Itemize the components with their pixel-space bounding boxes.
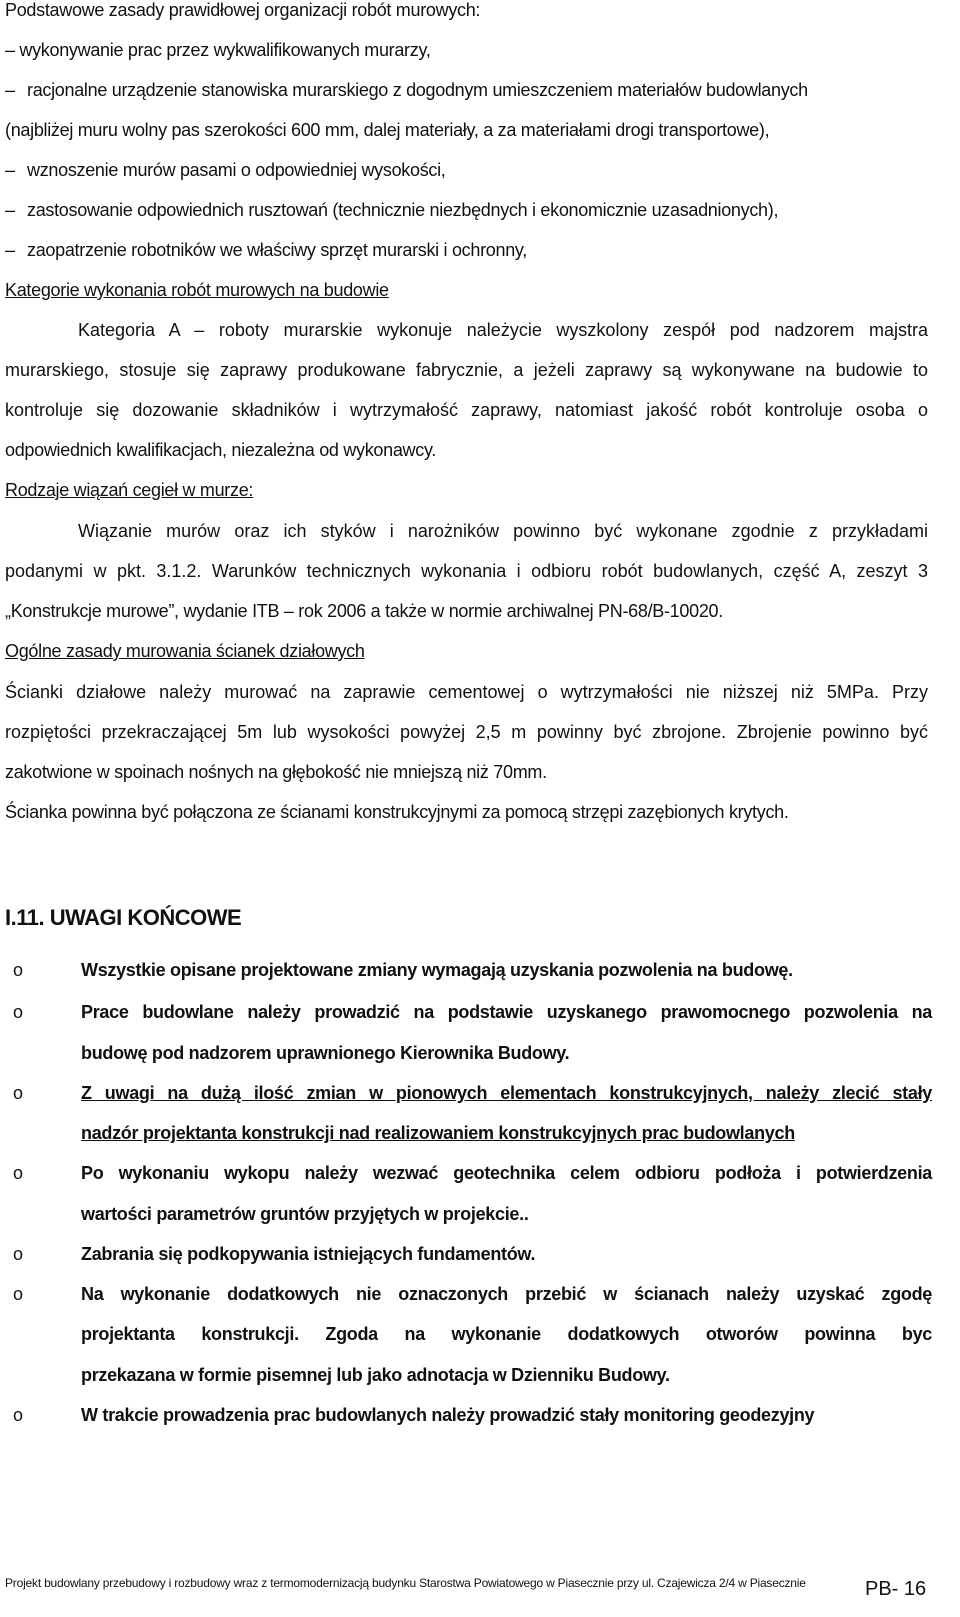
list-item-text: wznoszenie murów pasami o odpowiedniej wysokości, (27, 160, 446, 180)
section3-title: Rodzaje wiązań cegieł w murze: (5, 480, 254, 500)
list-item-text: W trakcie prowadzenia prac budowlanych należy prowadzić stały monitoring geodezyjny (81, 1405, 815, 1425)
list-item-text: budowę pod nadzorem uprawnionego Kierownika Budowy. (81, 1043, 570, 1063)
list-item: – racjonalne urządzenie stanowiska murarskiego z dogodnym umieszczeniem materiałów budowlanych (5, 80, 808, 100)
list-item-text: racjonalne urządzenie stanowiska murarskiego z dogodnym umieszczeniem materiałów budowlanych (27, 80, 808, 100)
paragraph-line: zakotwione w spoinach nośnych na głębokość nie mniejszą niż 70mm. (5, 762, 547, 782)
list-item-continuation: (najbliżej muru wolny pas szerokości 600 mm, dalej materiały, a za materiałami drogi transportowe), (5, 120, 770, 140)
paragraph-line: Kategoria A – roboty murarskie wykonuje należycie wyszkolony zespół pod nadzorem majstra (78, 320, 928, 340)
section2-title: Kategorie wykonania robót murowych na budowie (5, 280, 389, 300)
paragraph-line: podanymi w pkt. 3.1.2. Warunków technicznych wykonania i odbioru robót budowlanych, część A, zeszyt 3 (5, 561, 928, 581)
list-item-text: Wszystkie opisane projektowane zmiany wymagają uzyskania pozwolenia na budowę. (81, 960, 793, 980)
section1-title: Podstawowe zasady prawidłowej organizacji robót murowych: (5, 0, 481, 20)
bullet-icon: o (13, 1405, 24, 1425)
list-item-text: Prace budowlane należy prowadzić na podstawie uzyskanego prawomocnego pozwolenia na (81, 1002, 932, 1022)
paragraph-line: Ścianki działowe należy murować na zaprawie cementowej o wytrzymałości nie niższej niż 5MPa. Przy (5, 682, 928, 702)
list-item-text: Zabrania się podkopywania istniejących fundamentów. (81, 1244, 536, 1264)
list-item: – wykonywanie prac przez wykwalifikowanych murarzy, (5, 40, 431, 60)
section4-title: Ogólne zasady murowania ścianek działowych (5, 641, 365, 661)
list-item-text: projektanta konstrukcji. Zgoda na wykonanie dodatkowych otworów powinna byc (81, 1324, 932, 1344)
paragraph-line: murarskiego, stosuje się zaprawy produkowane fabrycznie, a jeżeli zaprawy są wykonywane na budowie to (5, 360, 928, 380)
list-item: – wznoszenie murów pasami o odpowiedniej wysokości, (5, 160, 446, 180)
list-item-text: zaopatrzenie robotników we właściwy sprzęt murarski i ochronny, (27, 240, 527, 260)
paragraph-line: kontroluje się dozowanie składników i wytrzymałość zaprawy, natomiast jakość robót kontroluje osoba o (5, 400, 928, 420)
list-item-text: nadzór projektanta konstrukcji nad realizowaniem konstrukcyjnych prac budowlanych (81, 1123, 795, 1143)
bullet-icon: o (13, 1163, 24, 1183)
list-item-text: Z uwagi na dużą ilość zmian w pionowych elementach konstrukcyjnych, należy zlecić stały (81, 1083, 932, 1103)
bullet-icon: o (13, 1002, 24, 1022)
list-item: – zaopatrzenie robotników we właściwy sprzęt murarski i ochronny, (5, 240, 527, 260)
section5-heading: I.11. UWAGI KOŃCOWE (5, 905, 242, 930)
paragraph-line: Wiązanie murów oraz ich styków i narożników powinno być wykonane zgodnie z przykładami (78, 521, 928, 541)
list-item-text: wartości parametrów gruntów przyjętych w projekcie.. (81, 1204, 529, 1224)
bullet-icon: o (13, 1244, 24, 1264)
bullet-icon: o (13, 1083, 24, 1103)
list-item-text: przekazana w formie pisemnej lub jako adnotacja w Dzienniku Budowy. (81, 1365, 670, 1385)
list-item-text: Po wykonaniu wykopu należy wezwać geotechnika celem odbioru podłoża i potwierdzenia (81, 1163, 932, 1183)
bullet-icon: o (13, 1284, 24, 1304)
paragraph-line: „Konstrukcje murowe”, wydanie ITB – rok 2006 a także w normie archiwalnej PN-68/B-10020. (5, 601, 723, 621)
paragraph-line: odpowiednich kwalifikacjach, niezależna od wykonawcy. (5, 440, 437, 460)
list-item: – zastosowanie odpowiednich rusztowań (technicznie niezbędnych i ekonomicznie uzasadnionych), (5, 200, 779, 220)
list-item-text: zastosowanie odpowiednich rusztowań (technicznie niezbędnych i ekonomicznie uzasadnionych), (27, 200, 779, 220)
footer-text: Projekt budowlany przebudowy i rozbudowy wraz z termomodernizacją budynku Starostwa Powiatowego w Piasecznie przy ul. Czajewicza 2/4 w Piasecznie (5, 1576, 806, 1590)
list-item-text: Na wykonanie dodatkowych nie oznaczonych przebić w ścianach należy uzyskać zgodę (81, 1284, 932, 1304)
bullet-icon: o (13, 960, 24, 980)
paragraph-line: Ścianka powinna być połączona ze ścianami konstrukcyjnymi za pomocą strzępi zazębionych krytych. (5, 802, 789, 822)
page-number: PB- 16 (865, 1578, 927, 1600)
paragraph-line: rozpiętości przekraczającej 5m lub wysokości powyżej 2,5 m powinny być zbrojone. Zbrojenie powinno być (5, 722, 928, 742)
